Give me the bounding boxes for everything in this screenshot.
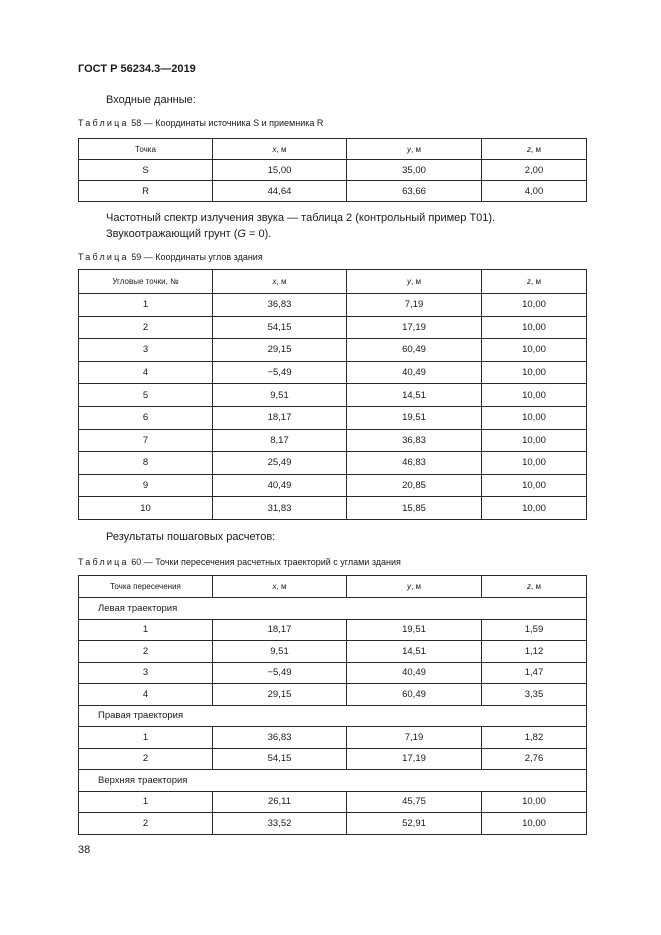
table-59-cell: 36,83 [347, 429, 482, 452]
table-60-header-cell: z, м [482, 576, 587, 598]
table-59-cell: 46,83 [347, 452, 482, 475]
table-58-header-cell: z, м [482, 139, 587, 160]
table-59-label: Таблица [78, 252, 129, 262]
input-data-label: Входные данные: [106, 94, 196, 106]
table-60-cell: 2,76 [482, 748, 587, 770]
table-60-cell: 33,52 [213, 813, 347, 835]
table-59-cell: 36,83 [213, 294, 347, 317]
results-label: Результаты пошаговых расчетов: [106, 531, 276, 543]
table-60-cell: 45,75 [347, 791, 482, 813]
table-59-cell: 10,00 [482, 474, 587, 497]
table-59-cell: 19,51 [347, 406, 482, 429]
table-59-cell: 9 [79, 474, 213, 497]
table-60 [78, 575, 587, 835]
table-59-cell: 6 [79, 406, 213, 429]
table-row [79, 662, 587, 684]
table-row [79, 316, 587, 339]
table-60-header-row [79, 576, 587, 598]
table-60-caption [78, 557, 401, 567]
table-60-cell: 26,11 [213, 791, 347, 813]
table-59-cell: 29,15 [213, 339, 347, 362]
table-row [79, 684, 587, 706]
table-60-caption-text: 60 — Точки пересечения расчетных траекторий с углами здания [131, 557, 401, 567]
ground-paragraph-text: Звукоотражающий грунт (G = 0). [106, 228, 272, 240]
table-row [79, 384, 587, 407]
table-59-cell: 20,85 [347, 474, 482, 497]
table-row [79, 727, 587, 749]
table-59-header-cell: x, м [213, 270, 347, 294]
document-header: ГОСТ Р 56234.3—2019 [78, 63, 196, 75]
table-60-cell: −5,49 [213, 662, 347, 684]
table-60-cell: 2 [79, 813, 213, 835]
table-60-body [79, 598, 587, 835]
table-60-cell: 1,82 [482, 727, 587, 749]
table-60-cell: 19,51 [347, 619, 482, 641]
table-59-cell: 9,51 [213, 384, 347, 407]
trajectory-group-row [79, 770, 587, 792]
table-59-caption-text: 59 — Координаты углов здания [131, 252, 263, 262]
table-row [79, 619, 587, 641]
table-60-label: Таблица [78, 557, 129, 567]
table-59 [78, 269, 587, 520]
table-59-body [79, 294, 587, 520]
table-row [79, 474, 587, 497]
table-59-cell: 14,51 [347, 384, 482, 407]
table-60-cell: 2 [79, 748, 213, 770]
table-59-cell: 31,83 [213, 497, 347, 520]
table-60-cell: 36,83 [213, 727, 347, 749]
table-58-cell: 35,00 [347, 160, 482, 181]
table-60-cell: 1,12 [482, 641, 587, 663]
table-59-cell: 60,49 [347, 339, 482, 362]
table-60-header-cell: x, м [213, 576, 347, 598]
table-row [79, 791, 587, 813]
table-59-cell: 10 [79, 497, 213, 520]
table-58-cell: 2,00 [482, 160, 587, 181]
table-59-header-cell: z, м [482, 270, 587, 294]
table-59-cell: 10,00 [482, 384, 587, 407]
table-60-cell: 10,00 [482, 791, 587, 813]
table-row [79, 181, 587, 202]
table-59-cell: 3 [79, 339, 213, 362]
table-58-header-cell: x, м [213, 139, 347, 160]
table-58 [78, 138, 587, 202]
table-60-cell: 54,15 [213, 748, 347, 770]
table-60-cell: 9,51 [213, 641, 347, 663]
table-60-cell: 18,17 [213, 619, 347, 641]
trajectory-group-row [79, 705, 587, 727]
table-58-cell: 63,66 [347, 181, 482, 202]
table-60-cell: 60,49 [347, 684, 482, 706]
table-60-cell: 2 [79, 641, 213, 663]
trajectory-group-label: Верхняя траектория [79, 770, 587, 792]
table-60-cell: 3,35 [482, 684, 587, 706]
table-58-header-row [79, 139, 587, 160]
table-59-cell: 15,85 [347, 497, 482, 520]
table-59-cell: 8,17 [213, 429, 347, 452]
table-60-cell: 10,00 [482, 813, 587, 835]
table-60-header-cell: y, м [347, 576, 482, 598]
table-60-cell: 7,19 [347, 727, 482, 749]
table-59-caption [78, 252, 263, 262]
table-59-cell: 40,49 [213, 474, 347, 497]
table-58-header-cell: y, м [347, 139, 482, 160]
table-60-cell: 1 [79, 791, 213, 813]
table-58-cell: S [79, 160, 213, 181]
table-60-header-cell: Точка пересечения [79, 576, 213, 598]
page-number: 38 [78, 844, 91, 856]
table-60-cell: 4 [79, 684, 213, 706]
table-58-caption-text: 58 — Координаты источника S и приемника R [131, 118, 324, 128]
table-59-cell: 40,49 [347, 361, 482, 384]
table-row [79, 641, 587, 663]
table-59-cell: 10,00 [482, 452, 587, 475]
table-60-cell: 40,49 [347, 662, 482, 684]
table-59-cell: 10,00 [482, 361, 587, 384]
table-row [79, 361, 587, 384]
spectrum-paragraph: Частотный спектр излучения звука — таблица 2 (контрольный пример Т01). [106, 212, 496, 224]
table-59-cell: 10,00 [482, 294, 587, 317]
table-58-label: Таблица [78, 118, 129, 128]
table-59-cell: 4 [79, 361, 213, 384]
trajectory-group-label: Левая траектория [79, 598, 587, 620]
table-59-cell: 10,00 [482, 339, 587, 362]
trajectory-group-row [79, 598, 587, 620]
table-row [79, 339, 587, 362]
table-59-header-cell: Угловые точки, № [79, 270, 213, 294]
table-58-cell: 15,00 [213, 160, 347, 181]
table-59-header-cell: y, м [347, 270, 482, 294]
table-row [79, 294, 587, 317]
table-59-cell: 10,00 [482, 406, 587, 429]
table-59-cell: 17,19 [347, 316, 482, 339]
table-59-cell: 10,00 [482, 497, 587, 520]
table-59-cell: 25,49 [213, 452, 347, 475]
table-row [79, 748, 587, 770]
table-59-cell: 18,17 [213, 406, 347, 429]
table-60-cell: 1,59 [482, 619, 587, 641]
table-59-cell: 5 [79, 384, 213, 407]
table-59-cell: 7,19 [347, 294, 482, 317]
table-59-cell: −5,49 [213, 361, 347, 384]
table-row [79, 160, 587, 181]
table-60-cell: 3 [79, 662, 213, 684]
table-row [79, 429, 587, 452]
trajectory-group-label: Правая траектория [79, 705, 587, 727]
table-60-cell: 52,91 [347, 813, 482, 835]
table-59-header-row [79, 270, 587, 294]
table-row [79, 452, 587, 475]
table-row [79, 813, 587, 835]
table-60-cell: 14,51 [347, 641, 482, 663]
table-60-cell: 1 [79, 619, 213, 641]
table-60-cell: 1,47 [482, 662, 587, 684]
table-58-cell: 44,64 [213, 181, 347, 202]
table-59-cell: 10,00 [482, 316, 587, 339]
table-58-caption [78, 118, 323, 128]
table-59-cell: 54,15 [213, 316, 347, 339]
table-59-cell: 1 [79, 294, 213, 317]
table-row [79, 406, 587, 429]
table-59-cell: 7 [79, 429, 213, 452]
table-row [79, 497, 587, 520]
table-58-cell: R [79, 181, 213, 202]
table-58-header-cell: Точка [79, 139, 213, 160]
table-60-cell: 29,15 [213, 684, 347, 706]
table-58-body [79, 160, 587, 202]
table-60-cell: 17,19 [347, 748, 482, 770]
table-59-cell: 10,00 [482, 429, 587, 452]
table-60-cell: 1 [79, 727, 213, 749]
table-59-cell: 8 [79, 452, 213, 475]
table-59-cell: 2 [79, 316, 213, 339]
table-58-cell: 4,00 [482, 181, 587, 202]
ground-paragraph [106, 226, 271, 242]
